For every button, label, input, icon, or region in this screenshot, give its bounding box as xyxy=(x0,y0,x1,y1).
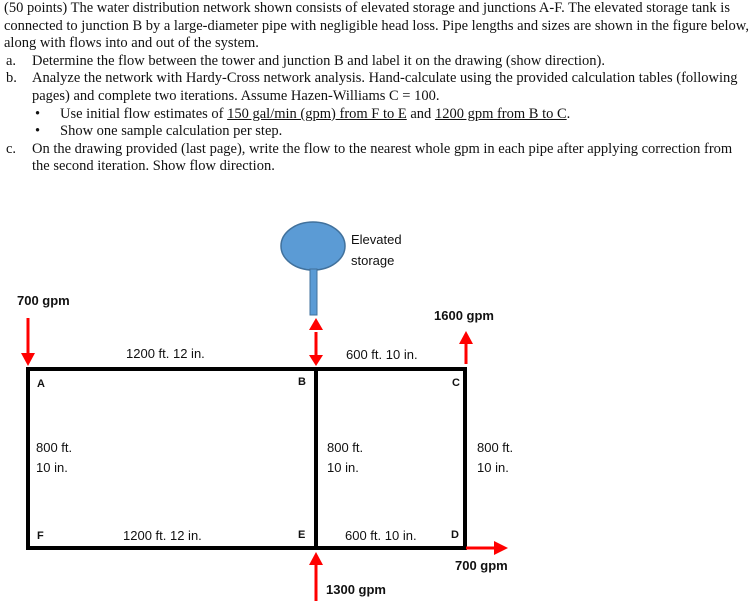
inflow-E-label: 1300 gpm xyxy=(326,582,386,597)
pipe-CD-length: 800 ft. xyxy=(477,440,514,455)
bullet2-text: Show one sample calculation per step. xyxy=(60,123,283,140)
bullet-icon: • xyxy=(35,105,41,122)
outflow-D-arrowhead-icon xyxy=(494,541,508,555)
tower-flow-down-arrow-icon xyxy=(309,355,323,366)
part-c-label: c. xyxy=(6,140,17,157)
pipe-AF-diameter: 10 in. xyxy=(36,460,68,475)
node-B: B xyxy=(298,376,306,388)
pipe-AB-label: 1200 ft. 12 in. xyxy=(126,346,205,361)
part-c-text: On the drawing provided (last page), write the flow to the nearest whole gpm in each pipe after applying correction from the second iteration. Show flow direction. xyxy=(32,140,733,175)
bullet1-underline-2: 1200 gpm from B to C xyxy=(434,105,567,122)
pipe-AF-length: 800 ft. xyxy=(36,440,73,455)
node-D: D xyxy=(451,529,459,541)
node-E: E xyxy=(298,529,306,541)
pipe-BC-label: 600 ft. 10 in. xyxy=(346,347,418,362)
part-a-label: a. xyxy=(6,52,17,69)
tank-label-1: Elevated xyxy=(351,232,402,247)
part-b-text: Analyze the network with Hardy-Cross network analysis. Hand-calculate using the provided calculation tables (following pages) and complete two iterations. Assume Hazen-Williams C = 100. xyxy=(32,70,738,104)
tank-label-2: storage xyxy=(351,253,395,268)
node-C: C xyxy=(452,377,460,389)
pipe-BE-length: 800 ft. xyxy=(327,440,364,455)
pipe-ED-label: 600 ft. 10 in. xyxy=(345,528,417,543)
bullet1-underline-1: 150 gal/min (gpm) from F to E xyxy=(227,105,407,122)
tower-flow-up-arrow-icon xyxy=(309,318,323,330)
problem-intro: (50 points) The water distribution network shown consists of elevated storage and junctions A-F. The elevated storage tank is connected to junction B by a large-diameter pipe with negligible head loss. Pipe lengths and sizes are shown in the figure below, along with flows into and out of the system. xyxy=(4,0,749,52)
inflow-A-label: 700 gpm xyxy=(17,293,70,308)
part-b-label: b. xyxy=(6,70,17,87)
bullet1-pre: Use initial flow estimates of xyxy=(60,105,228,122)
part-a-text: Determine the flow between the tower and junction B and label it on the drawing (show direction). xyxy=(32,52,605,69)
outflow-C-arrowhead-icon xyxy=(459,331,473,344)
pipe-BE-diameter: 10 in. xyxy=(327,460,359,475)
bullet1-mid: and xyxy=(406,105,435,122)
tank-riser-pipe xyxy=(310,269,317,315)
pipe-CD-diameter: 10 in. xyxy=(477,460,509,475)
node-F: F xyxy=(37,530,44,542)
outflow-D-label: 700 gpm xyxy=(455,558,508,573)
elevated-tank-icon xyxy=(281,222,345,270)
bullet1-post: . xyxy=(566,105,571,122)
inflow-E-arrowhead-icon xyxy=(309,552,323,565)
outflow-C-label: 1600 gpm xyxy=(434,308,494,323)
node-A: A xyxy=(37,378,45,390)
inflow-A-arrowhead-icon xyxy=(21,353,35,366)
bullet-icon: • xyxy=(35,123,41,140)
pipe-FE-label: 1200 ft. 12 in. xyxy=(123,528,202,543)
